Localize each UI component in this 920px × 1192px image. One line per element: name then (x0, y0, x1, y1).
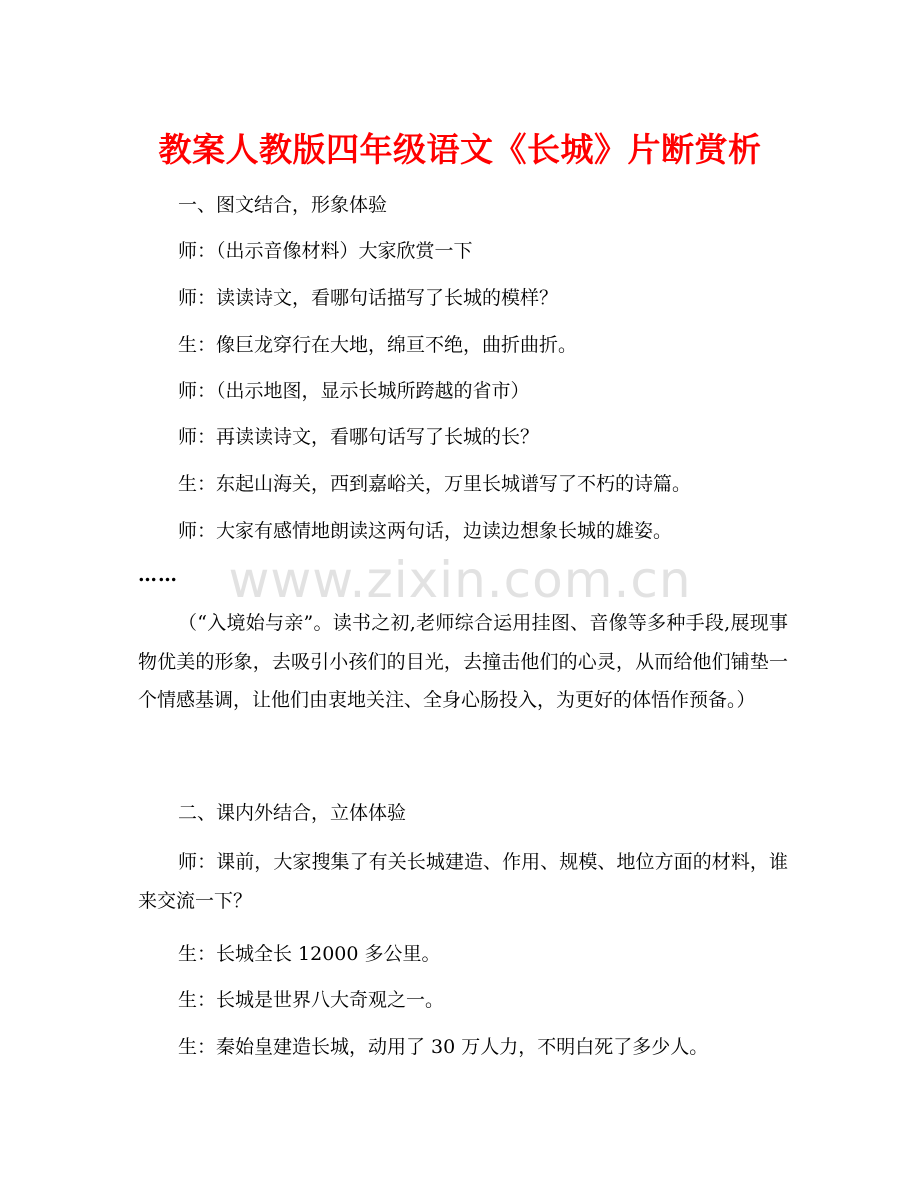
answer-line: 生：长城全长 12000 多公里。 (178, 943, 441, 965)
page-title: 教案人教版四年级语文《长城》片断赏析 (158, 130, 762, 169)
commentary-paragraph: （“入境始与亲”。读书之初,老师综合运用挂图、音像等多种手段,展现事物优美的形象，去吸引小孩们的目光，去撞击他们的心灵，从而给他们铺垫一个情感基调，让他们由衷地关注、全身心肠投入，为更好的体悟作预备。） (138, 612, 788, 711)
dialogue-line: 师：再读读诗文，看哪句话写了长城的长？ (178, 426, 540, 448)
dialogue-line: 生：像巨龙穿行在大地，绵亘不绝，曲折曲折。 (178, 334, 578, 356)
answer-line: 生：秦始皇建造长城，动用了 30 万人力，不明白死了多少人。 (178, 1036, 709, 1058)
dialogue-line: 师：（出示音像材料）大家欣赏一下 (178, 240, 473, 262)
dialogue-line: 师：（出示地图，显示长城所跨越的省市） (178, 380, 530, 402)
ellipsis: …… (138, 564, 178, 586)
dialogue-line: 师：读读诗文，看哪句话描写了长城的模样？ (178, 287, 559, 309)
section-2-heading: 二、课内外结合，立体体验 (178, 802, 407, 824)
section-1-heading: 一、图文结合，形象体验 (178, 194, 388, 216)
watermark: www.zixin.com.cn (228, 551, 692, 609)
answer-line: 生：长城是世界八大奇观之一。 (178, 989, 445, 1011)
dialogue-line: 师：大家有感情地朗读这两句话，边读边想象长城的雄姿。 (178, 520, 673, 542)
dialogue-line: 生：东起山海关，西到嘉峪关，万里长城谱写了不朽的诗篇。 (178, 473, 692, 495)
section-2-question: 师：课前，大家搜集了有关长城建造、作用、规模、地位方面的材料，谁来交流一下？ (138, 851, 788, 912)
